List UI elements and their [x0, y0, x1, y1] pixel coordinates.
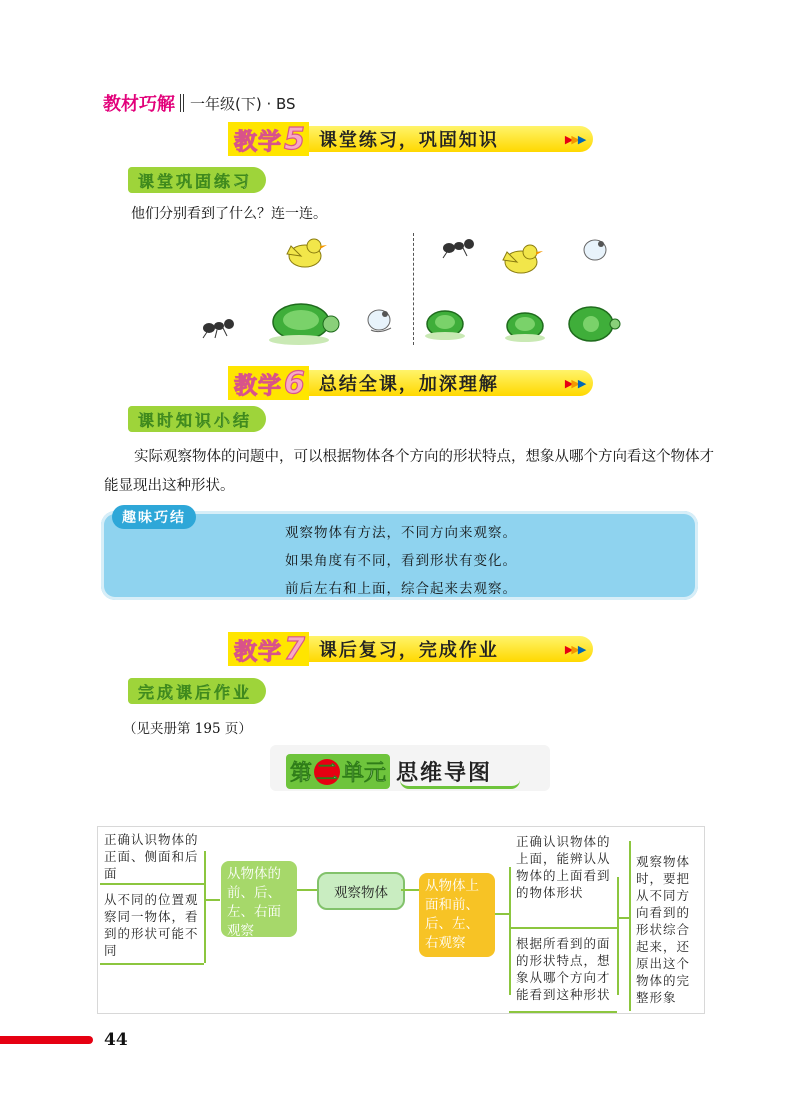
title-char: 元: [364, 761, 387, 786]
title-char-unit-number: 二: [314, 759, 340, 785]
header-separator: [180, 94, 184, 112]
mindmap: [97, 826, 705, 1014]
step-badge: [228, 632, 309, 666]
unit-label: [286, 754, 390, 789]
title-char: 单: [342, 761, 365, 786]
bird-icon: [287, 239, 327, 267]
fun-line: 如果角度有不同，看到形状有变化。: [285, 553, 517, 569]
turtle-side-icon: [269, 304, 339, 345]
step-word: 教学: [234, 372, 282, 399]
far-right-conclusion: 观察物体时，要把从不同方向看到的形状综合起来，还原出这个物体的完整形象: [636, 854, 691, 1005]
title-char: 第: [290, 761, 313, 786]
step-5-banner: [228, 122, 584, 156]
book-title: 教材巧解: [103, 94, 175, 115]
step-7-banner: [228, 632, 584, 666]
step-number: 7: [284, 631, 305, 667]
matching-pictures: [195, 228, 635, 350]
turtle-back-icon: [505, 313, 545, 342]
snail-icon: [584, 240, 606, 260]
fun-line: 观察物体有方法，不同方向来观察。: [285, 525, 517, 541]
step-badge: [228, 122, 309, 156]
running-header: [103, 90, 296, 116]
turtle-top-icon: [569, 307, 620, 341]
right-node: 从物体上面和前、后、左、右观察: [419, 873, 495, 957]
step-title: 课堂练习，巩固知识: [309, 126, 593, 152]
ant-icon: [203, 319, 234, 338]
summary-heading: 课时知识小结: [128, 406, 266, 432]
homework-heading: 完成课后作业: [128, 678, 266, 704]
grade-label: 一年级(下) · BS: [190, 94, 296, 113]
arrows-icon: ▶▶▶: [564, 132, 585, 146]
turtle-front-icon: [425, 311, 465, 340]
summary-text: 实际观察物体的问题中，可以根据物体各个方向的形状特点，想象从哪个方向看这个物体才能显现出这种形状。: [104, 449, 714, 494]
fun-summary-tag: 趣味巧结: [112, 505, 196, 529]
step-6-banner: [228, 366, 584, 400]
fun-line: 前后左右和上面，综合起来去观察。: [285, 581, 517, 597]
left-leaf-1: 正确认识物体的正面、侧面和后面: [104, 832, 199, 881]
step-number: 6: [284, 365, 305, 401]
mindmap-title-text: 思维导图: [396, 761, 493, 786]
page-number: 44: [104, 1030, 128, 1050]
snail-icon: [368, 310, 391, 332]
step-word: 教学: [234, 128, 282, 155]
step-title: 课后复习，完成作业: [309, 636, 593, 662]
left-leaf-2: 从不同的位置观察同一物体，看到的形状可能不同: [104, 892, 199, 958]
arrows-icon: ▶▶▶: [564, 376, 585, 390]
bird-icon: [503, 245, 543, 273]
step-number: 5: [284, 121, 305, 157]
page-number-bar: [0, 1036, 93, 1044]
practice-heading: 课堂巩固练习: [128, 167, 266, 193]
step-title: 总结全课，加深理解: [309, 370, 593, 396]
arrows-icon: ▶▶▶: [564, 642, 585, 656]
homework-note: （见夹册第 195 页）: [123, 721, 252, 737]
title-swoosh: [400, 780, 520, 789]
center-node: 观察物体: [317, 872, 405, 910]
right-leaf-2: 根据所看到的面的形状特点，想象从哪个方向才能看到这种形状: [516, 936, 611, 1002]
practice-question: 他们分别看到了什么？连一连。: [131, 206, 327, 222]
step-word: 教学: [234, 638, 282, 665]
step-badge: [228, 366, 309, 400]
right-leaf-1: 正确认识物体的上面，能辨认从物体的上面看到的物体形状: [516, 834, 611, 900]
left-node: 从物体的前、后、左、右面观察: [221, 861, 297, 937]
ant-icon: [443, 239, 474, 258]
